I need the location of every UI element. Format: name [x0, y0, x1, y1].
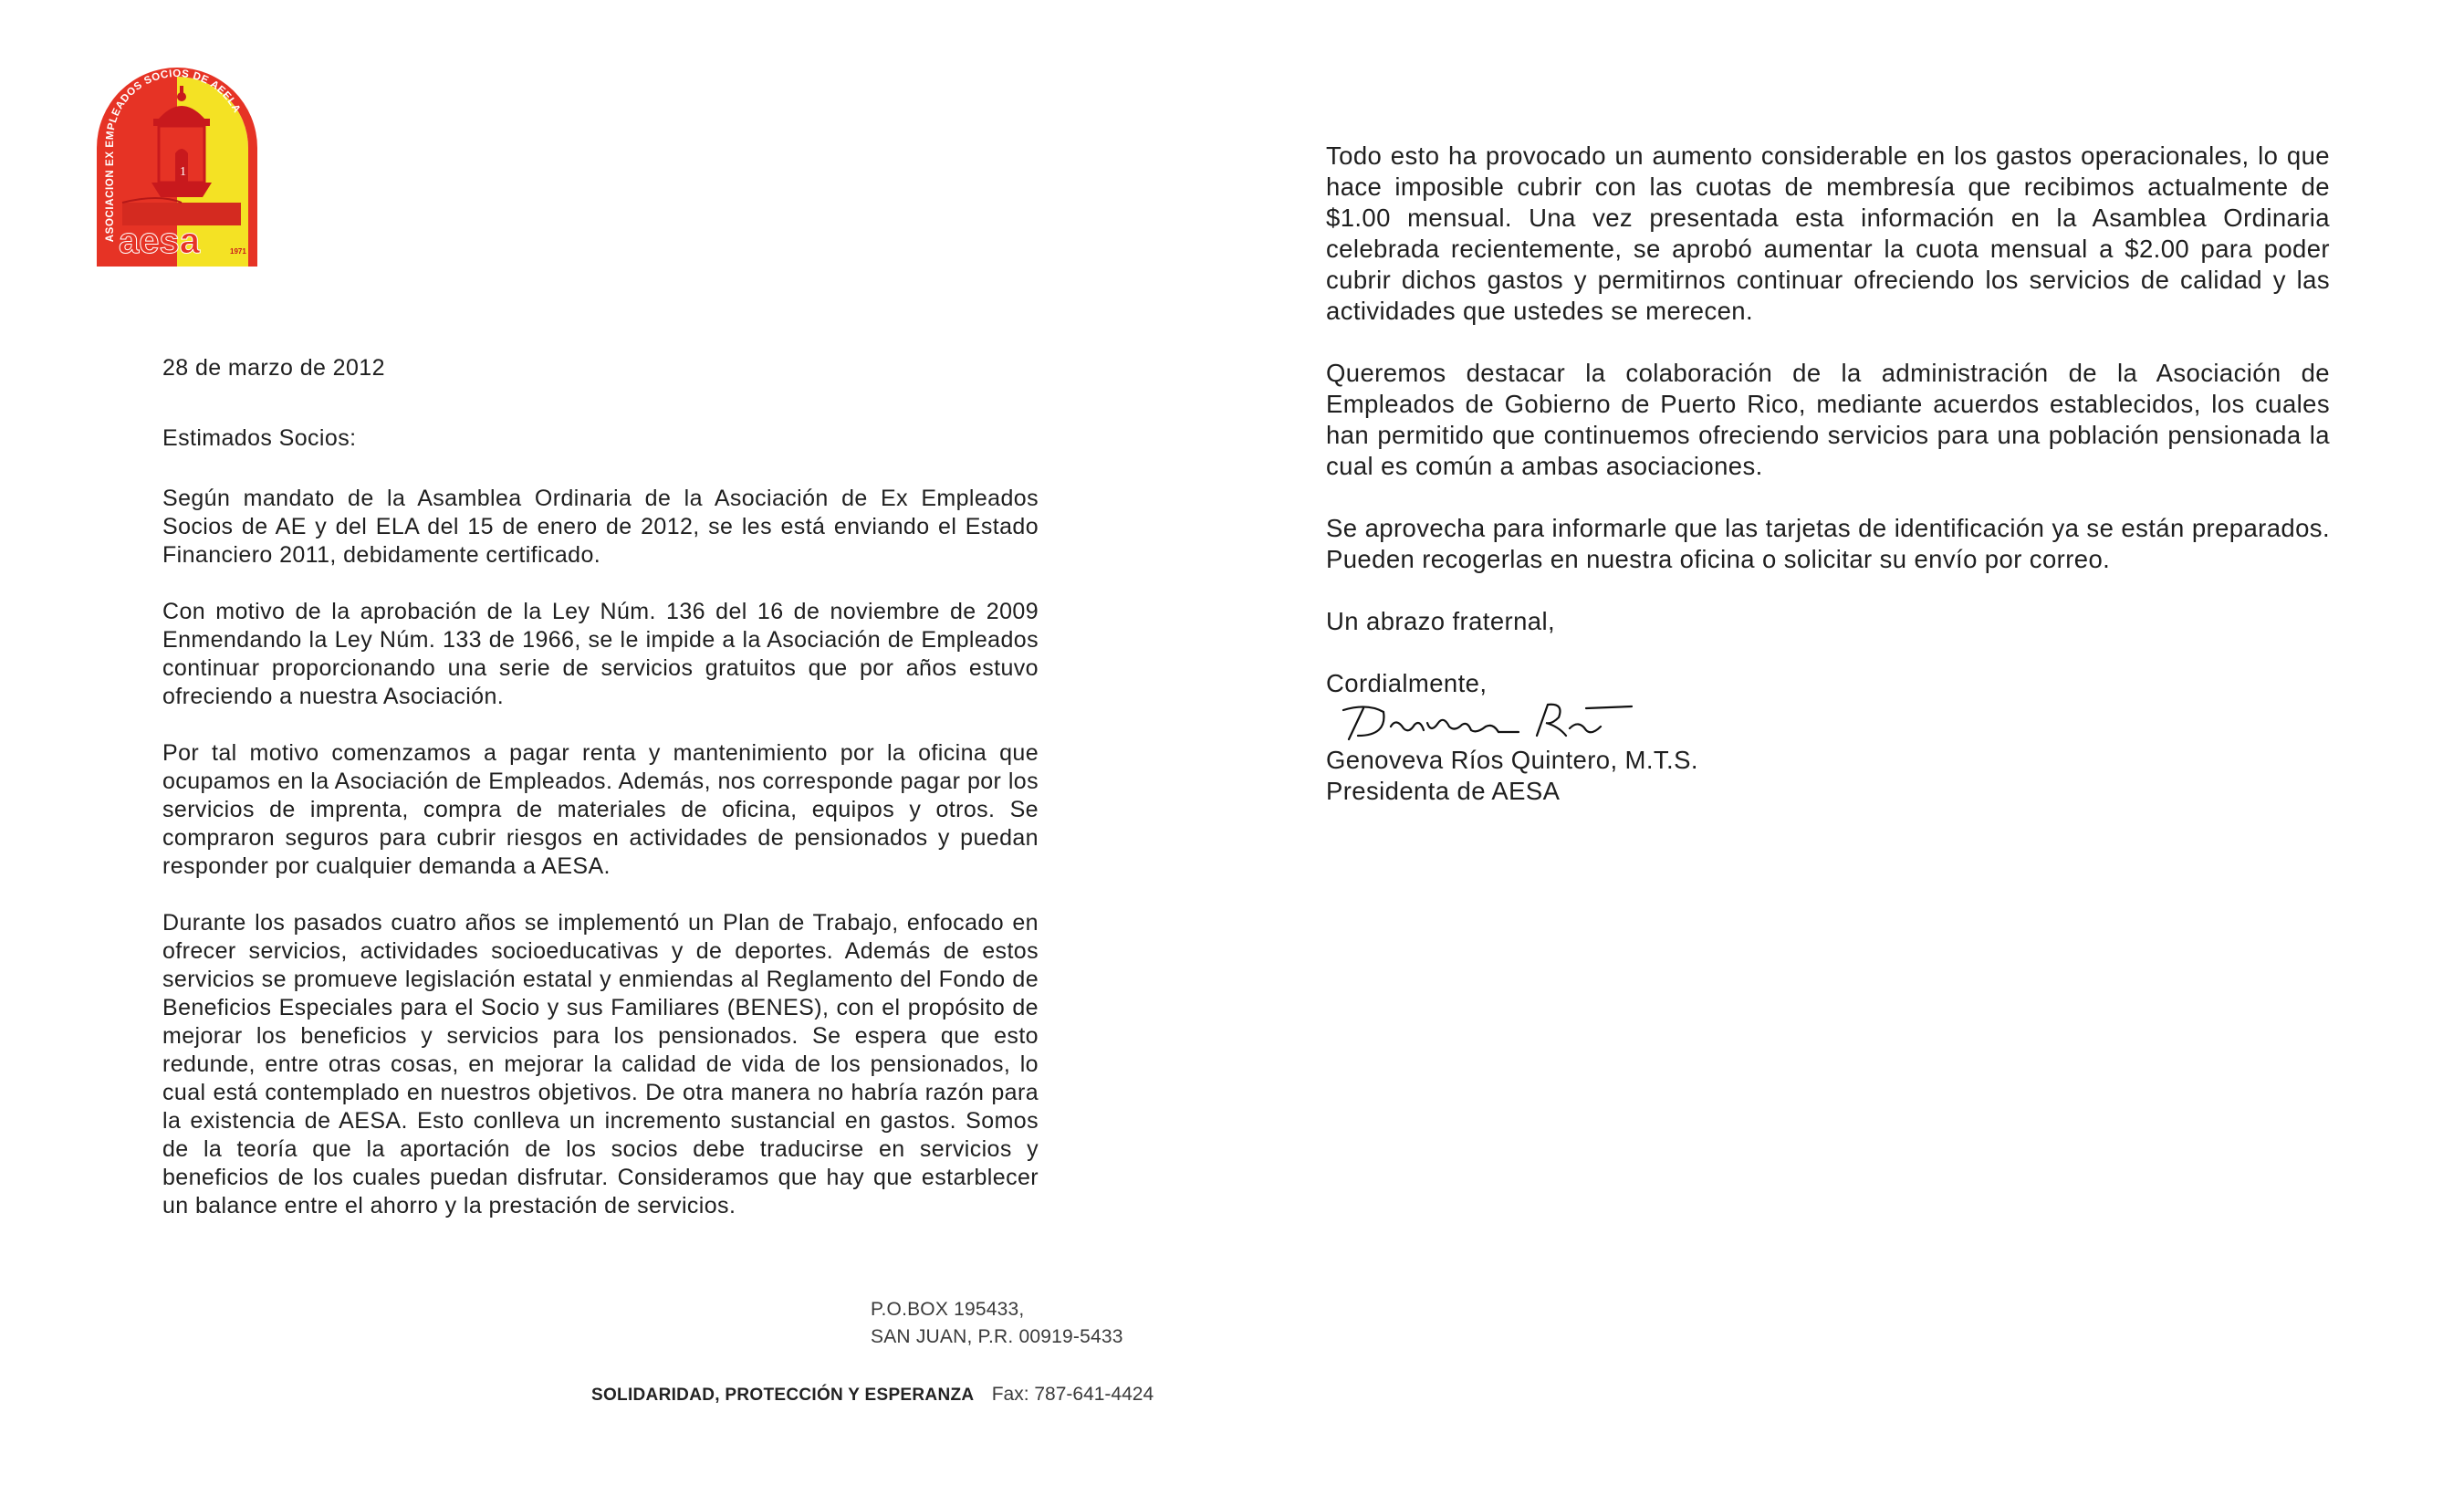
letter-right-column: [1326, 141, 2330, 807]
svg-text:1: 1: [180, 165, 186, 179]
footer-fax: Fax: 787-641-4424: [991, 1384, 1154, 1405]
paragraph: Por tal motivo comenzamos a pagar renta y mantenimiento por la oficina que ocupamos en la Asociación de Empleados. Además, nos corresponde pagar por los servicios de imprenta, compra de materiales de oficina, equipos y otros. Se compraron seguros para cubrir riesgos en actividades de pensionados y puedan responder por cualquier demanda a AESA.: [162, 740, 1039, 879]
address-line: P.O.BOX 195433,: [871, 1299, 1025, 1320]
paragraph: Durante los pasados cuatro años se implementó un Plan de Trabajo, enfocado en ofrecer servicios, actividades socioeducativas y de deportes. Además de estos servicios se promueve legislación estatal y enmiendas al Reglamento del Fondo de Beneficios Especiales para el Socio y sus Familiares (BENES), con el propósito de mejorar los beneficios y servicios para los pensionados. Se espera que esto redunde, entre otras cosas, en mejorar la calidad de vida de los pensionados, lo cual está contemplado en nuestros objetivos. De otra manera no habría razón para la existencia de AESA. Esto conlleva un incremento sustancial en gastos. Somos de la teoría que la aportación de los socios debe traducirse en servicios y beneficios de los cuales puedan disfrutar. Consideramos que hay que estarblecer un balance entre el ahorro y la prestación de servicios.: [162, 910, 1039, 1218]
footer-motto: SOLIDARIDAD, PROTECCIÓN Y ESPERANZA: [591, 1386, 975, 1405]
paragraph: Todo esto ha provocado un aumento considerable en los gastos operacionales, lo que hace imposible cubrir con las cuotas de membresía que recibimos actualmente de $1.00 mensual. Una vez presentada esta información en la Asamblea Ordinaria celebrada recientemente, se aprobó aumentar la cuota mensual a $2.00 para poder cubrir dichos gastos y permitirnos continuar ofreciendo los servicios de calidad y las actividades que ustedes se merecen.: [1326, 141, 2330, 325]
letter-left-column: [162, 354, 1039, 1249]
mailing-address: [871, 1296, 1123, 1351]
paragraph: Se aprovecha para informarle que las tarjetas de identificación ya se están preparados. Pueden recogerlas en nuestra oficina o solicitar su envío por correo.: [1326, 514, 2330, 573]
letter-date: 28 de marzo de 2012: [162, 355, 385, 381]
letter-closing: Un abrazo fraternal,: [1326, 607, 1556, 635]
paragraph: Queremos destacar la colaboración de la administración de la Asociación de Empleados de Gobierno de Puerto Rico, mediante acuerdos establecidos, los cuales han permitido que continuemos ofreciendo servicios para una población pensionada la cual es común a ambas asociaciones.: [1326, 359, 2330, 480]
address-line: SAN JUAN, P.R. 00919-5433: [871, 1326, 1123, 1347]
paragraph: Con motivo de la aprobación de la Ley Núm. 136 del 16 de noviembre de 2009 Enmendando la Ley Núm. 133 de 1966, se le impide a la Asociación de Empleados continuar proporcionando una serie de servicios gratuitos que por años estuvo ofreciendo a nuestra Asociación.: [162, 599, 1039, 709]
letter-signoff: Cordialmente,: [1326, 669, 1488, 697]
logo-arc-text: ASOCIACION EX EMPLEADOS SOCIOS DE AEELA: [104, 68, 243, 243]
letter-footer: [591, 1384, 1154, 1406]
logo-wordmark: aesa: [119, 221, 200, 261]
signer-name: Genoveva Ríos Quintero, M.T.S.: [1326, 746, 1698, 774]
aesa-logo: [95, 66, 259, 268]
letter-salutation: Estimados Socios:: [162, 425, 357, 451]
logo-year: 1971: [230, 247, 246, 256]
signer-title: Presidenta de AESA: [1326, 777, 1561, 805]
paragraph: Según mandato de la Asamblea Ordinaria de la Asociación de Ex Empleados Socios de AE y del ELA del 15 de enero de 2012, se les está enviando el Estado Financiero 2011, debidamente certificado.: [162, 486, 1039, 568]
signature-image: [1340, 699, 1650, 745]
